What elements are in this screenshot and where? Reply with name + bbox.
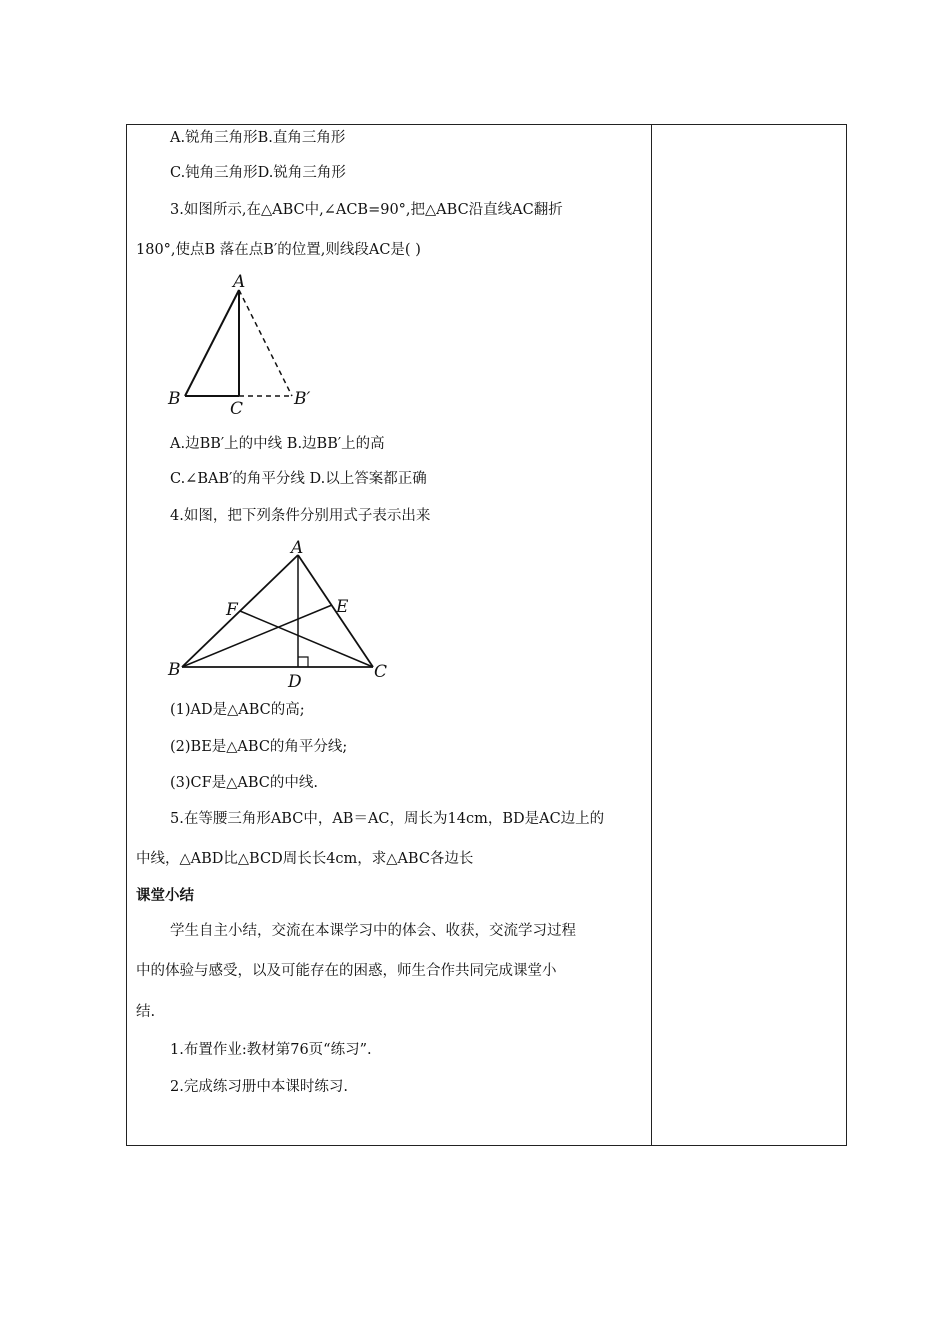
q3-label-a: A [233, 272, 246, 292]
q3-dashed-ab-prime [239, 290, 292, 396]
q3-text-line2: 180°,使点B 落在点B′的位置,则线段AC是( ) [136, 242, 421, 258]
q3-side-ab [185, 290, 239, 396]
q2-options-ab: A.锐角三角形B.直角三角形 [170, 130, 346, 146]
q4-figure [160, 535, 400, 695]
q5-text-line1: 5.在等腰三角形ABC中，AB＝AC，周长为14cm，BD是AC边上的 [170, 811, 605, 827]
q5-text-line2: 中线，△ABD比△BCD周长长4cm，求△ABC各边长 [136, 851, 474, 867]
q2-options-cd: C.钝角三角形D.锐角三角形 [170, 165, 346, 181]
q3-figure [160, 270, 330, 420]
q4-item-1: (1)AD是△ABC的高; [170, 702, 305, 718]
q4-label-d: D [288, 672, 302, 692]
q3-label-c: C [230, 399, 244, 419]
summary-paragraph-line1: 学生自主小结，交流在本课学习中的体会、收获，交流学习过程 [170, 923, 576, 939]
q4-label-a: A [291, 538, 304, 558]
q3-text-line1: 3.如图所示,在△ABC中,∠ACB=90°,把△ABC沿直线AC翻折 [170, 202, 563, 218]
q4-label-c: C [374, 662, 388, 682]
q4-label-e: E [336, 597, 349, 617]
column-divider [651, 124, 652, 1146]
homework-item-2: 2.完成练习册中本课时练习. [170, 1079, 348, 1095]
q3-options-ab: A.边BB′上的中线 B.边BB′上的高 [170, 436, 385, 452]
q3-options-cd: C.∠BAB′的角平分线 D.以上答案都正确 [170, 471, 427, 487]
q4-intro: 4.如图，把下列条件分别用式子表示出来 [170, 508, 431, 524]
q4-right-angle-mark [298, 657, 308, 667]
q4-label-b: B [168, 660, 181, 680]
q4-bisector-be [182, 605, 332, 667]
q4-item-2: (2)BE是△ABC的角平分线; [170, 739, 348, 755]
q4-label-f: F [226, 600, 238, 620]
summary-heading: 课堂小结 [136, 888, 194, 904]
summary-paragraph-line2: 中的体验与感受，以及可能存在的困惑，师生合作共同完成课堂小 [136, 963, 557, 979]
q4-median-cf [240, 611, 373, 667]
homework-item-1: 1.布置作业:教材第76页“练习”. [170, 1042, 372, 1058]
summary-paragraph-line3: 结. [136, 1004, 156, 1020]
q3-label-b-prime: B′ [294, 389, 311, 409]
q3-label-b: B [168, 389, 181, 409]
q4-item-3: (3)CF是△ABC的中线. [170, 775, 318, 791]
